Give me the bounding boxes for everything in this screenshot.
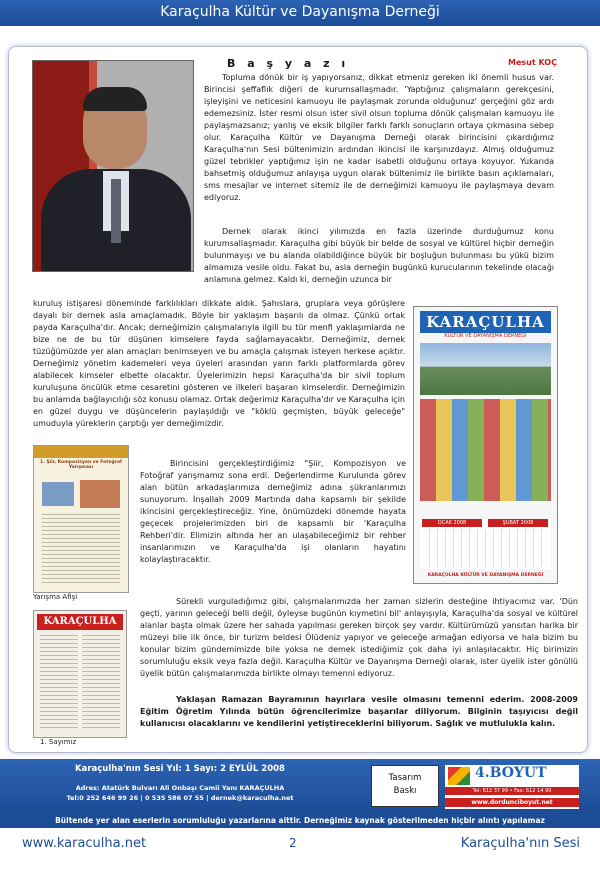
printer-brand: 4.BOYUT bbox=[475, 765, 547, 781]
page-number: 2 bbox=[289, 836, 297, 850]
copyright-notice: Bültende yer alan eserlerin sorumluluğu yazarlarına aittir. Derneğimiz kaynak gösterilmeden hiçbir alıntı yapılamaz bbox=[0, 813, 600, 828]
article-title: B a ş y a z ı bbox=[227, 57, 350, 70]
poster-text-block bbox=[42, 514, 120, 584]
author-photo bbox=[32, 60, 194, 272]
paragraph-2: Dernek olarak ikinci yılımızda en fazla üzerinde durduğumuz konu kurumsallaşmadır. Karaçulha gibi büyük bir belde de sosyal ve kültürel hiçbir derneğin bulunmayışı ve bu alanda olabildiğince büyük bir boşluğun bulunması bu yükü bizim almamıza vesile oldu. Fakat bu, asla derneğin bugünkü kurucularının tekelinde olacağı anlamına gelmez. Kaldı ki, derneğin uzunca bir bbox=[204, 227, 554, 284]
printer-phone: Tel: 612 37 99 • Fax: 612 14 99 bbox=[445, 787, 579, 795]
printer-logo-icon bbox=[448, 767, 470, 785]
footer-publication-name: Karaçulha'nın Sesi bbox=[460, 836, 580, 851]
paragraph-1: Topluma dönük bir iş yapıyorsanız, dikkat etmeniz gereken iki önemli husus var. Birincisi şeffaflık diğeri de kurumsallaşmadır. 'Yaptığınız çalışmaların gerekçesini, işleyişini ve neticesini kamuoyu ile paylaşmak zorunda olduğunuz' gerçeğini göz ardı edemezsiniz. İster resmi olsun ister sivil olsun topluma dönük çalışmaları kamuoyu ile paylaşmazsanız; yanlış ve eksik bilgiler farklı farklı sonuçların ortaya çıkmasına sebep olur. Karaçulha Kültür ve Dayanışma Derneği olarak birincisini çıkardığımız Karaçulha'nın Sesi bültenimizin ardından ikincisi ile karşınızdayız. Almış olduğumuz güzel tebrikler yaptığımız işin ne kadar isabetli olduğunu ortaya koyuyor. Yukarıda bahsetmiş olduğumuz anlayışa uygun olarak bültenimiz ile birlikte basın açıklamaları, sms mesajlar ve internet sitemiz ile de derneğimizi kamuoyu ile paylaşmaya devam ediyoruz. bbox=[204, 73, 554, 202]
publication-issue: Karaçulha'nın Sesi Yıl: 1 Sayı: 2 EYLÜL 2008 bbox=[75, 764, 285, 774]
poster-caption: Yarışma Afişi bbox=[33, 593, 78, 601]
poster-header-bar bbox=[34, 446, 128, 458]
header-title: Karaçulha Kültür ve Dayanışma Derneği bbox=[160, 4, 440, 20]
first-issue-caption: 1. Sayımız bbox=[40, 738, 77, 746]
page-footer bbox=[0, 830, 600, 869]
competition-poster bbox=[33, 445, 129, 593]
photo-tie bbox=[111, 179, 121, 243]
magazine-landscape bbox=[420, 343, 551, 395]
publication-address: Adres: Atatürk Bulvarı Ali Onbaşı Camii Yanı KARAÇULHA bbox=[75, 784, 285, 792]
first-issue-logo: KARAÇULHA bbox=[37, 614, 123, 630]
paragraph-5: Sürekli vurguladığımız gibi, çalışmalarımızda her zaman sizlerin desteğine ihtiyacımız var. 'Dün geçti, yarının geleceği belli değil, öyleyse bugünün kıymetini bil' anlayışıyla, Karaçulha'da sosyal ve kültürel alanlar başta olmak üzere her sahada yapılması gereken birçok şey vardır. Kültürümüzü yansıtan harika bir müzeyi bile ilk önce, bir turizm beldesi Ölüdeniz yapıyor ve geleceğe armağan ediyorsa ve hala bizim bu konular bizim gündemimizde bile yoksa ne demek istediğimiz çok daha iyi anlaşılacaktır. Hiç birimizin sorumluluğu eksik veya fazla değil. Karaçulha Kültür ve Dayanışma Derneği olarak, ister üyelik ister gönüllü üyelik bütün çalışmalarımızda birlikte olmayı temenni ediyoruz. bbox=[140, 597, 578, 678]
print-credit-line-2: Baskı bbox=[393, 786, 417, 796]
footer-url[interactable]: www.karaculha.net bbox=[22, 836, 147, 851]
publication-contact: Tel:0 252 646 99 26 | 0 535 586 07 55 | dernek@karaculha.net bbox=[66, 794, 294, 802]
paragraph-3: kuruluş istişaresi döneminde farklılıkları dikkate aldık. Şahıslara, gruplara veya görüşlere dayalı bir dernek asla amaçlamadık. Böyle bir yaklaşım başarılı da olmaz. Çünkü ortak payda Karaçulha'dır. Ancak; derneğimizin çalışmalarıyla ilgili bu tür menfi yaklaşımlarda ne bize ne de bu tür düşünen kimselere fayda sağlamayacaktır. Derneğimiz, dernek tüzüğümüzde yer alan amaçları benimseyen ve bu amaçla çalışmak isteyen herkese açıktır. Derneğimiz yönetim kademeleri veya üyeleri arasından yarın farklı platformlarda görev alabilecek kimseler elbette olacaktır. Üyelerimizin hepsi Karaçulha'da bir sivil toplum kuruluşuna öncülük etme cesaretini gösteren ve ilkeleri başaran kimselerdir. Derneğimizin bu anlamda bağlayıcılığı söz konusu olamaz. Ortak değerimiz Karaçulha'dır ve Karaçulha için en güzel duygu ve düşüncelerin paylaşıldığı ve "köklü geçmişten, büyük geleceğe" umuduyla yüreklerin çarptığı yer derneğimizdir. bbox=[33, 299, 405, 428]
magazine-photo-grid bbox=[420, 399, 551, 501]
calendar-grid bbox=[422, 529, 548, 567]
print-credit-box bbox=[371, 765, 439, 807]
paragraph-6: Yaklaşan Ramazan Bayramının hayırlara vesile olmasını temenni ederim. 2008-2009 Eğitim Öğretim Yılında bütün öğrencilerimize başarılar diliyorum. Bilginin taşıyıcısı değil kullanıcısı olacaklarını ve kendilerini yetiştireceklerini biliyorum. Sağlık ve mutlulukla kalın. bbox=[140, 695, 578, 728]
magazine-cover bbox=[413, 306, 558, 584]
magazine-footer: KARAÇULHA KÜLTÜR VE DAYANIŞMA DERNEĞİ bbox=[427, 573, 544, 578]
first-issue-cover bbox=[33, 610, 127, 738]
magazine-logo: KARAÇULHA bbox=[420, 311, 551, 333]
magazine-subtitle: KÜLTÜR VE DAYANIŞMA DERNEĞİ bbox=[444, 333, 527, 339]
first-issue-column-2 bbox=[82, 635, 120, 731]
poster-title: 1. Şiir, Kompozisyon ve Fotoğraf Yarışması bbox=[40, 460, 122, 470]
photo-hair bbox=[83, 87, 147, 111]
paragraph-4: Birincisini gerçekleştirdiğimiz "Şiir, Kompozisyon ve Fotoğraf yarışmamız sona erdi. Değerlendirme Kurulunda görev alan bütün arkadaşlarımıza derneğimiz adına şükranlarımızı sunuyorum. İnşallah 2009 Martında daha kapsamlı bir şekilde ikincisini gerçekleştireceğiz. Yine, önümüzdeki dönemde hayata geçecek projelerimizden biri de kapsamlı bir 'Karaçulha Rehberi'dir. Elimizin altında her an ulaşabileceğimiz bir rehber insanlarımızın ve Karaçulha'da işi olanların hayatını kolaylaştıracaktır. bbox=[140, 459, 406, 564]
calendar-month-2: ŞUBAT 2008 bbox=[488, 519, 548, 527]
poster-image-2 bbox=[80, 480, 120, 508]
header-bar bbox=[0, 0, 600, 26]
poster-image-1 bbox=[42, 482, 74, 506]
first-issue-column-1 bbox=[40, 635, 78, 731]
printer-ad bbox=[445, 765, 579, 809]
printer-website: www.dordunciboyut.net bbox=[445, 798, 579, 807]
article-author: Mesut KOÇ bbox=[508, 58, 557, 67]
calendar-month-1: OCAK 2008 bbox=[422, 519, 482, 527]
print-credit-line-1: Tasarım bbox=[388, 773, 422, 783]
